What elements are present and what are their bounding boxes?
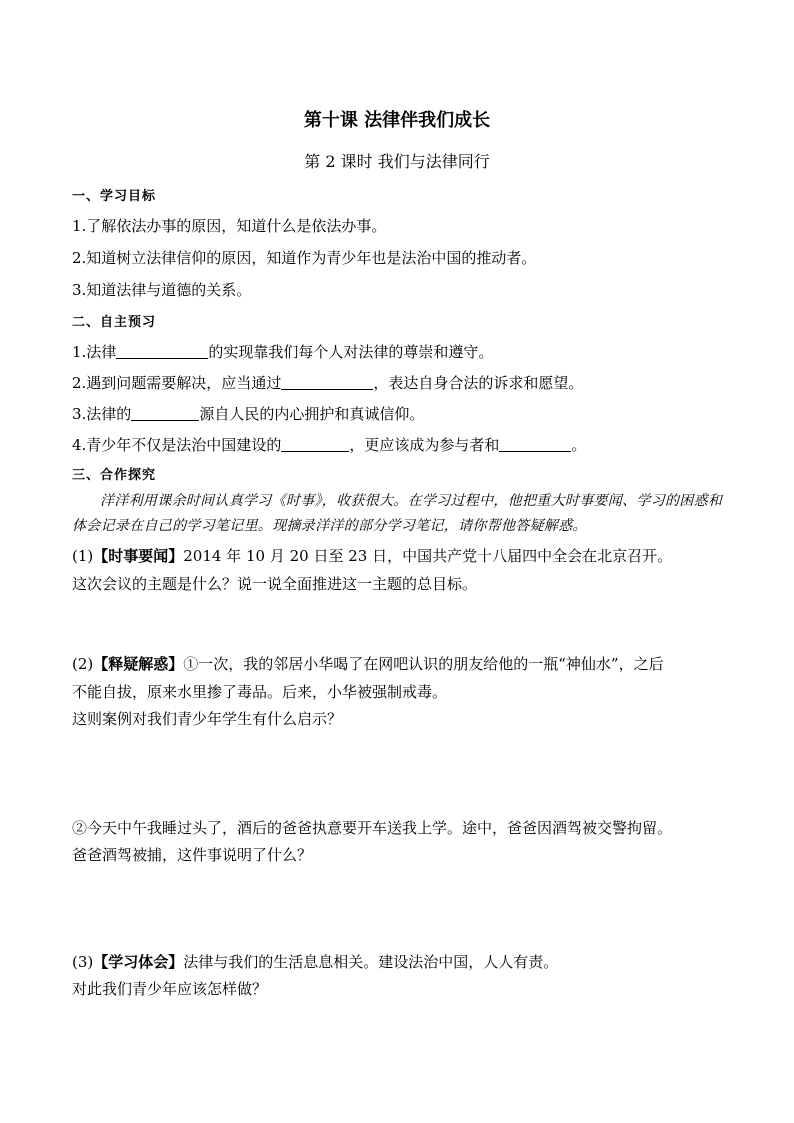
item-tag: 【释疑解惑】 (93, 655, 184, 673)
item-text-continued: 不能自拔，原来水里掺了毒品。后来，小华被强制戒毒。 (72, 683, 448, 701)
fill-blank[interactable] (131, 405, 199, 421)
item-current-news (72, 546, 672, 566)
question-text: 1.法律 (72, 343, 117, 361)
explore-intro: 洋洋利用课余时间认真学习《时事》，收获很大。在学习过程中，他把重大时事要闻、学习的困惑和体会记录在自己的学习笔记里。现摘录洋洋的部分学习笔记，请你帮他答疑解惑。 (72, 493, 723, 534)
fill-blank[interactable] (116, 343, 208, 359)
item-number: (3) (72, 953, 94, 971)
item-case-2: ②今天中午我睡过头了，酒后的爸爸执意要开车送我上学。途中，爸爸因酒驾被交警拘留。 (72, 819, 673, 837)
item-number: (2) (72, 655, 94, 673)
preview-question-4 (72, 435, 586, 455)
preview-question-1 (72, 342, 493, 362)
item-tag: 【时事要闻】 (93, 547, 184, 565)
question-text: 的实现靠我们每个人对法律的尊崇和遵守。 (208, 343, 494, 361)
item-question: 对此我们青少年应该怎样做？ (72, 980, 268, 998)
item-text: ①一次，我的邻居小华喝了在网吧认识的朋友给他的一瓶“神仙水”，之后 (183, 655, 664, 673)
preview-question-2 (72, 373, 583, 393)
item-number: (1) (72, 547, 94, 565)
question-text: 源自人民的内心拥护和真诚信仰。 (199, 405, 425, 423)
item-explain (72, 654, 664, 674)
item-text: 2014 年 10 月 20 日至 23 日，中国共产党十八届四中全会在北京召开。 (183, 547, 673, 565)
section-heading-preview: 二、自主预习 (72, 315, 157, 330)
section-heading-goals: 一、学习目标 (72, 189, 157, 204)
fill-blank[interactable] (281, 374, 373, 390)
question-text: 。 (571, 436, 587, 454)
goal-item-1: 1.了解依法办事的原因，知道什么是依法办事。 (72, 217, 387, 235)
fill-blank[interactable] (281, 436, 349, 452)
item-question: 这次会议的主题是什么？说一说全面推进这一主题的总目标。 (72, 575, 478, 593)
item-question: 这则案例对我们青少年学生有什么启示？ (72, 710, 343, 728)
section-heading-explore: 三、合作探究 (72, 468, 157, 483)
question-text: ，更应该成为参与者和 (349, 436, 500, 454)
preview-question-3 (72, 404, 424, 424)
goal-item-2: 2.知道树立法律信仰的原因，知道作为青少年也是法治中国的推动者。 (72, 249, 537, 267)
question-text: 4.青少年不仅是法治中国建设的 (72, 436, 282, 454)
question-text: 3.法律的 (72, 405, 132, 423)
page-subtitle: 第 2 课时 我们与法律同行 (304, 152, 490, 171)
item-tag: 【学习体会】 (93, 953, 184, 971)
fill-blank[interactable] (499, 436, 571, 452)
item-text: 法律与我们的生活息息相关。建设法治中国，人人有责。 (183, 953, 559, 971)
page-title: 第十课 法律伴我们成长 (303, 110, 491, 131)
question-text: 2.遇到问题需要解决，应当通过 (72, 374, 282, 392)
goal-item-3: 3.知道法律与道德的关系。 (72, 281, 252, 299)
item-question: 爸爸酒驾被捕，这件事说明了什么？ (72, 846, 313, 864)
question-text: ，表达自身合法的诉求和愿望。 (373, 374, 584, 392)
item-reflection (72, 952, 558, 972)
